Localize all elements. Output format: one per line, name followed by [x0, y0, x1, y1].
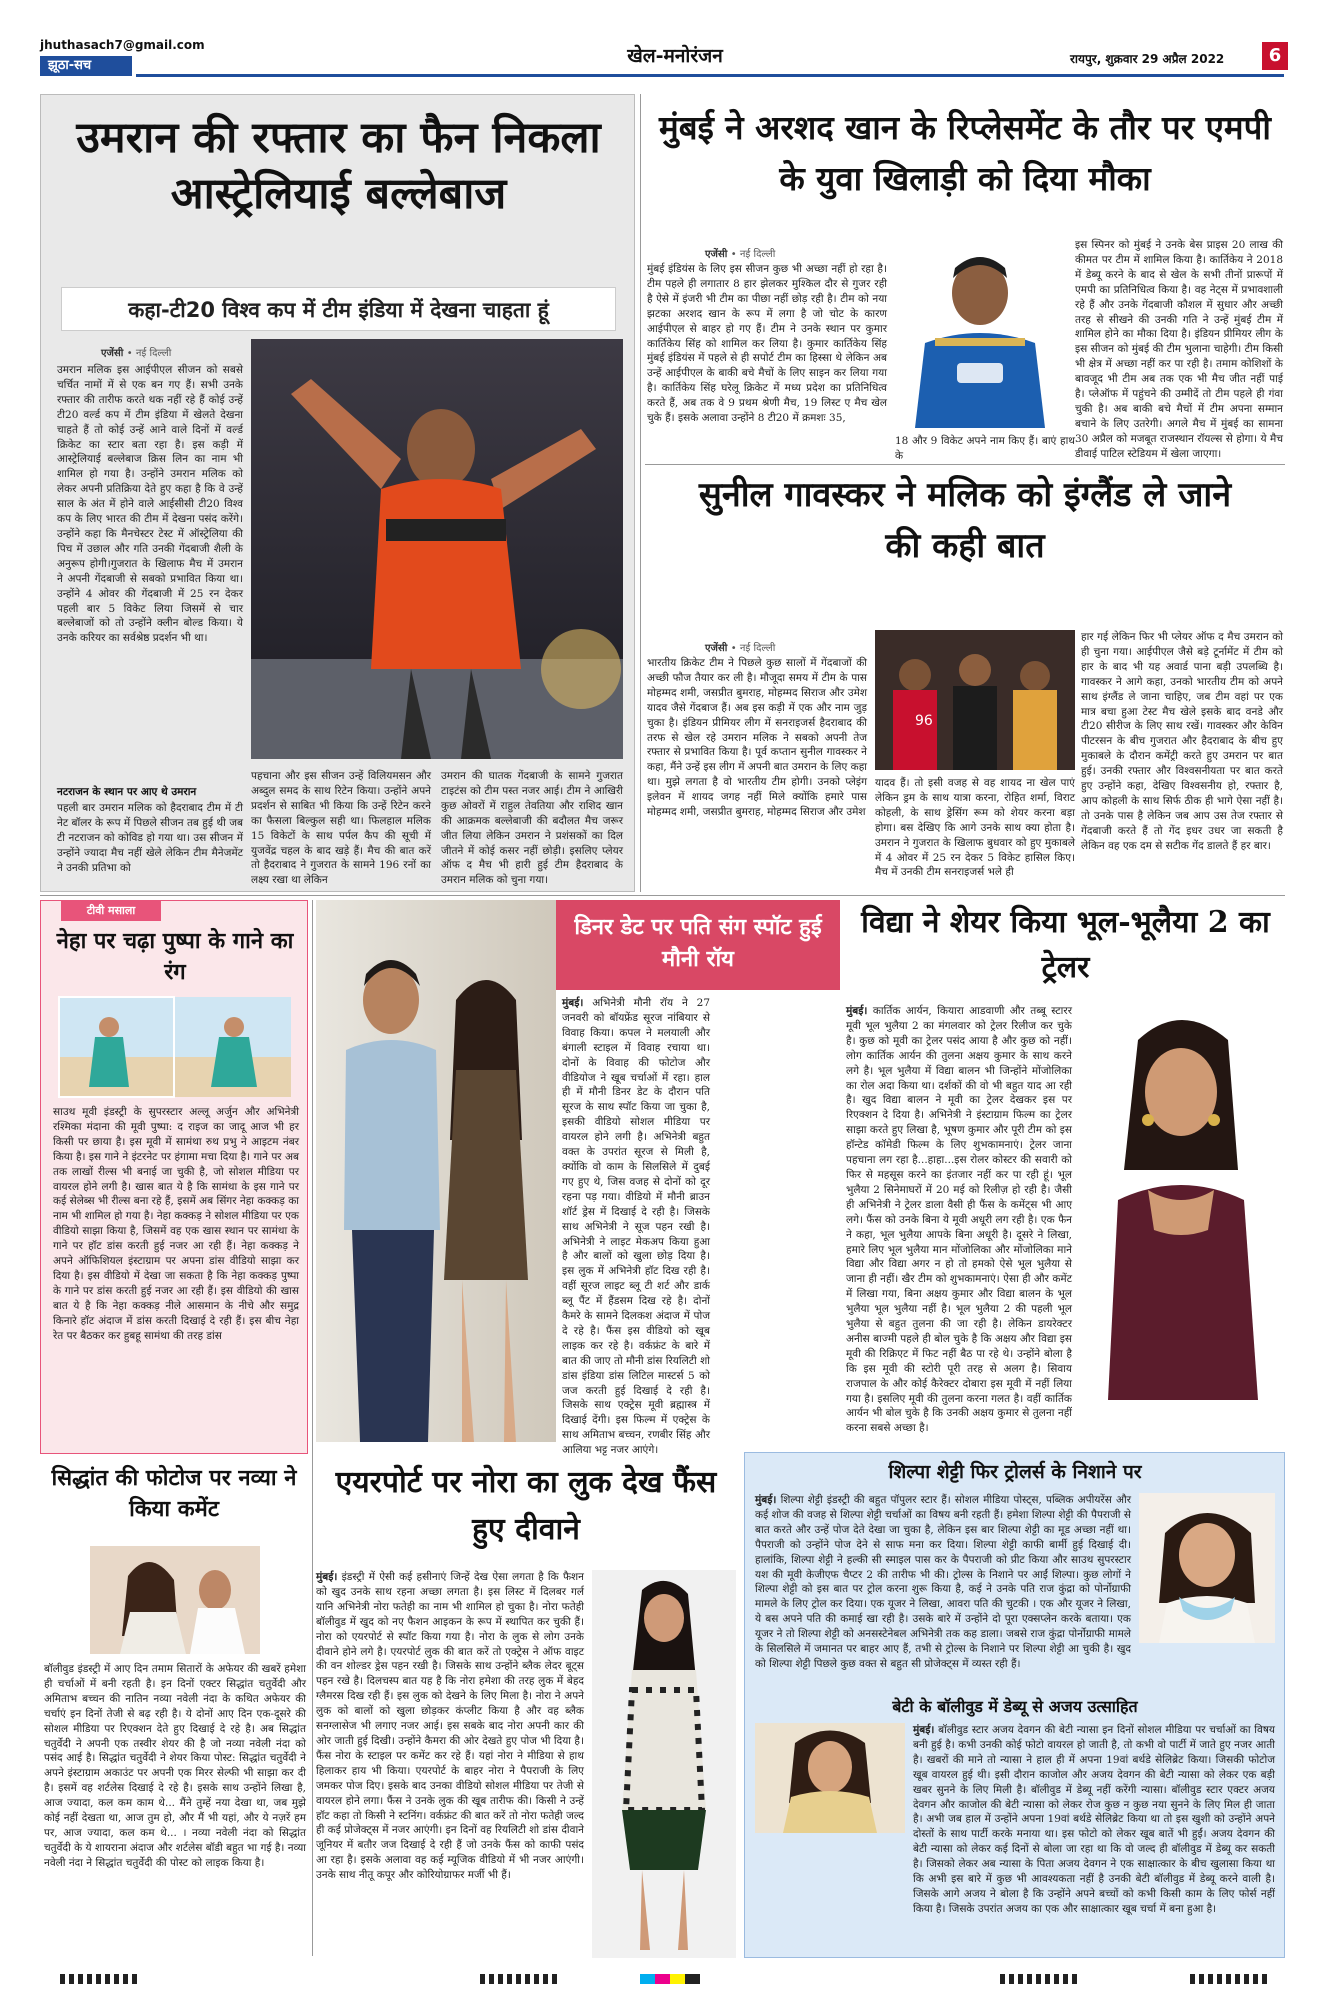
nora-lead: मुंबई।: [316, 1571, 338, 1583]
mouni-text: अभिनेत्री मौनी रॉय ने 27 जनवरी को बॉयफ्रेंड सूरज नांबियार से विवाह किया। कपल ने मलयाली और बंगाली स्टाइल में विवाह रचाया था। दोनों के विवाह की फोटोज और वीडियोज ने खूब चर्चाओं में रहा। हाल ही में मौनी डिनर डेट के दौरान पति सूरज के साथ स्पॉट किया जा चुका है, इसकी वीडियो सोशल मीडिया पर वायरल होने लगी है। अभिनेत्री बहुत वक्त के उपरांत सूरज से मिली है, क्योंकि वो काम के सिलसिले में दुबई गए हुए थे, जिस वजह से दोनों को दूर रहना पड़ गया। वीडियो में मौनी ब्राउन शॉर्ट ड्रेस में दिखाई दे रही है। जिसके साथ अभिनेत्री ने सूज पहन रखी है। अभिनेत्री ने लाइट मेकअप किया हुआ है और बालों को खुला छोड़ दिया है। इस लुक में अभिनेत्री हॉट दिख रही है। वहीं सूरज लाइट ब्लू टी शर्ट और डार्क ब्लू पैंट में हैंडसम दिख रहे है। दोनों कैमरे के सामने दिलकश अंदाज में पोज दे रहे है। फैंस इस वीडियो को खूब लाइक कर रहे है। वर्कफ्रंट के बारे में बात की जाए तो मौनी डांस रियलिटी शो डांस इंडिया डांस लिटिल मास्टर्स 5 को जज करती हुई दिखाई दे रही है। जिसके साथ एक्ट्रेस मूवी ब्रह्मास्त्र में दिखाई देंगी। इस फिल्म में एक्ट्रेस के साथ अमिताभ बच्चन, रणबीर सिंह और आलिया भट्ट नजर आएंगे।: [562, 997, 710, 1457]
neha-photo: [59, 997, 291, 1097]
mouni-photo: [316, 900, 556, 1442]
navya-body: बॉलीवुड इंडस्ट्री में आए दिन तमाम सितारों के अफेयर की खबरें हमेशा ही चर्चाओं में बनी रहती है। इन दिनों एक्टर सिद्धांत चतुर्वेदी और अमिताभ बच्चन की नातिन नव्या नवेली नंदा के कथित अफेयर की चर्चाएं इन दिनों तेजी से बढ़ रही है। ये दोनों आए दिन एक-दूसरे की सोशल मीडिया पर रिएक्शन देते हुए दिखाई दे रहे है। अब सिद्धांत चतुर्वेदी ने अपनी एक तस्वीर शेयर की है जो नव्या नवेली नंदा को पसंद आई है। सिद्धांत चतुर्वेदी ने शेयर किया पोस्ट: सिद्धांत चतुर्वेदी ने अपने इंस्टाग्राम अकाउंट पर अपनी एक मिरर सेल्फी भी साझा कर दी है। इसमें वह शर्टलेस दिखाई दे रहे है। इसके साथ उन्होंने लिखा है, आज ज्यादा, कल कम काम थे... मैंने तुम्हें नया देखा था, जब मुझे कोई नहीं देखता था, आज तुम हो, और मैं भी यहां, और ये नज़रें हम पर, आज ज्यादा, कल कम थे... । नव्या नवेली नंदा को सिद्धांत चतुर्वेदी के ये शायराना अंदाज और शर्टलेस बॉडी बहुत भा गई है। नव्या नवेली नंदा ने सिद्धांत चतुर्वेदी की पोस्ट को लाइक किया है।: [44, 1663, 306, 1869]
byline-agency: एजेंसी: [101, 348, 124, 359]
registration-mark: [60, 1974, 140, 1984]
nora-photo: [592, 1570, 736, 1958]
gavaskar-article: [645, 470, 1285, 892]
umran-photo: [251, 339, 623, 759]
registration-mark: [1000, 1974, 1080, 1984]
mouni-headline: डिनर डेट पर पति संग स्पॉट हुई मौनी रॉय: [574, 915, 822, 972]
vidya-lead: मुंबई।: [846, 1005, 868, 1017]
tv-tag: [61, 901, 161, 921]
arshad-byline: एजेंसी • नई दिल्ली: [705, 249, 776, 260]
gavaskar-col2: यादव हैं। तो इसी वजह से वह शायद ना खेल पाएं लेकिन ड्रम के साथ यात्रा करना, रोहित शर्मा, विराट कोहली, के साथ ड्रेसिंग रूम को शेयर करना बड़ा होगा। बस देखिए कि आगे उनके साथ क्या होता है। उमरान ने गुजरात के खिलाफ बुधवार को हुए मुकाबले में 4 ओवर में 25 रन देकर 5 विकेट हासिल किए। मैच में उनकी टीम सनराइजर्स भले ही: [875, 777, 1075, 879]
gavaskar-photo: [875, 630, 1075, 770]
registration-mark: [640, 1974, 700, 1984]
contact-email: jhuthasach7@gmail.com: [40, 38, 205, 52]
ajay-body-a: [913, 1723, 1275, 1913]
mouni-article: [556, 900, 840, 1457]
shilpa-lead: मुंबई।: [755, 1494, 777, 1506]
vidya-article: [846, 900, 1285, 1460]
navya-headline: सिद्धांत की फोटोज पर नव्या ने किया कमेंट: [51, 1466, 297, 1522]
ajay-text: बॉलीवुड स्टार अजय देवगन की बेटी न्यासा इन दिनों सोशल मीडिया पर चर्चाओं का विषय बनी हुई है। कभी उनकी कोई फोटो वायरल हो जाती है, तो कभी वो पार्टी में जाते हुए नजर आती है। खबरों की माने तो न्यासा ने हाल ही में अपना 19वां बर्थडे सेलिब्रेट किया। जिसकी फोटोज खूब वायरल हुई थी। इसी दौरान काजोल और अजय देवगन की बेटी न्यासा को लेकर एक बड़ी खबर सुनने के लिए मिली है। बॉलीवुड में डेब्यू नहीं करेंगी न्यासा। बॉलीवुड स्टार एक्टर अजय देवगन और काजोल की बेटी न्यासा को लेकर रोज कुछ न कुछ नया सुनने के लिए मिल ही जाता है। अभी जब हाल में उन्होंने अपना 19वां बर्थडे सेलिब्रेट किया था तो इस खुशी को उन्होंने अपने दोस्तों के साथ पार्टी करके मनाया था। इस फोटो को लेकर खूब बातें भी हुईं। अजय देवगन की बेटी न्यासा को लेकर कई दिनों से बोला जा रहा था कि वो जल्द ही बॉलीवुड में डेब्यू कर सकती है। जिसको लेकर अब न्यासा के पिता अजय देवगन ने एक साक्षात्कार के बीच खुलासा किया था कि अभी इस बारे में कुछ भी आवश्यकता नहीं है उनकी बेटी बॉलीवुड में डेब्यू करने वाली है। जिसके आगे अजय ने बोला है कि उन्होंने अपने बच्चों को कभी किसी काम के लिए फोर्स नहीं किया है। जिसके उपरांत अजय का एक और साक्षात्कार खूब चर्चा में बना हुआ है।: [913, 1724, 1275, 1915]
umran-col3: उमरान की घातक गेंदबाजी के सामने गुजरात टाइटंस को टीम पस्त नजर आई। टीम ने आखिरी कुछ ओवरों में राहुल तेवतिया और राशिद खान की आक्रमक बल्लेबाजी की बदौलत मैच जरूर जीत लिया लेकिन उमरान ने प्रशंसकों का दिल जीतने में कोई कसर नहीं छोड़ी। इसलिए प्लेयर ऑफ द मैच भी हारी हुई टीम हैदराबाद के उमरान मलिक को चुना गया।: [441, 770, 623, 887]
vidya-headline: विद्या ने शेयर किया भूल-भूलैया 2 का ट्रेलर: [861, 905, 1270, 985]
umran-subhead: कहा-टी20 विश्व कप में टीम इंडिया में देखना चाहता हूं: [128, 298, 549, 322]
masthead: [40, 38, 1285, 90]
registration-mark: [1190, 1974, 1270, 1984]
nysa-photo: [755, 1723, 905, 1833]
umran-col2: पहचाना और इस सीजन उन्हें विलियमसन और अब्दुल समद के साथ रिटेन किया। उन्होंने अपने प्रदर्शन से साबित भी किया कि उन्हें रिटेन करने का फैसला बिल्कुल सही था। फिलहाल मलिक 15 विकेटों के साथ पर्पल कैप की सूची में युजवेंद्र चहल के बाद खड़े हैं। मैच की बात करें तो हैदराबाद ने गुजरात के सामने 196 रनों का लक्ष्य रखा था लेकिन: [251, 770, 431, 887]
navya-photo-svg: [90, 1546, 260, 1654]
paper-name-tag: [40, 56, 132, 76]
gavaskar-headline: सुनील गावस्कर ने मलिक को इंग्लैंड ले जाने की कही बात: [698, 475, 1232, 566]
umran-photo-svg: [251, 339, 623, 759]
vidya-body: [846, 1004, 1072, 1454]
arshad-photo: [895, 238, 1065, 428]
divider: [640, 94, 641, 892]
page-number: 6: [1262, 42, 1288, 70]
nora-body: [316, 1570, 584, 1958]
shilpa-headline: शिल्पा शेट्टी फिर ट्रोलर्स के निशाने पर: [888, 1461, 1142, 1483]
shilpa-text: शिल्पा शेट्टी इंडस्ट्री की बहुत पॉपुलर स्टार हैं। सोशल मीडिया पोस्ट्स, पब्लिक अपीयरेंस और कई शोज की वजह से शिल्पा शेट्टी चर्चाओं का विषय बनी रहती हैं। हमेशा शिल्पा शेट्टी की पैपराजी से बात करते और उन्हें पोज देते देखा जा चुका है, लेकिन इस बार शिल्पा शेट्टी का मूड अच्छा नहीं था। पैपराजी को उन्होंने पोज देने से साफ मना कर दिया। शिल्पा शेट्टी काफी बार्मी हुई दिखाई दी। हालांकि, शिल्पा शेट्टी ने हल्की सी स्माइल पास कर के पैपराजी को प्रीट किया और साउथ सुपरस्टार यश की मूवी केजीएफ चैप्टर 2 की तारीफ भी की। ट्रोल्स के निशाने पर आईं शिल्पा। कुछ लोगों ने शिल्पा शेट्टी को इस बात पर ट्रोल करना शुरू किया है, कई ने उनके पति राज कुंद्रा को पोर्नोग्राफी मामले के लिए ट्रोल कर दिया। एक यूजर ने लिखा, आवरा पति की चुटकी । एक और यूजर ने लिखा, ये बस अपने पति की कमाई खा रही है। उसके बारे में उन्होंने दो पूरा एक्सप्लेन करके बताया। एक यूजर ने तो शिल्पा शेट्टी को अनसस्टेनेबल अभिनेत्री तक कह डाला। जबसे राज कुंद्रा पोर्नोग्राफी मामले के सिलसिले में जमानत पर बाहर आए हैं, तभी से ट्रोल्स के निशाने पर शिल्पा शेट्टी आ चुकी है। खुद को शिल्पा शेट्टी पिछले कुछ वक्त से बहुत सी प्रोजेक्ट्स में व्यस्त रही हैं।: [755, 1494, 1131, 1670]
divider: [645, 464, 1285, 465]
arshad-col1-tail: 18 और 9 विकेट अपने नाम किए हैं। बाएं हाथ के: [895, 435, 1075, 462]
divider: [312, 900, 313, 1956]
shilpa-body: [755, 1493, 1131, 1689]
divider: [40, 895, 1285, 896]
umran-byline: एजेंसी • नई दिल्ली: [101, 348, 172, 359]
nora-text: इंडस्ट्री में ऐसी कई हसीनाएं जिन्हें देख ऐसा लगता है कि फैशन को खुद उनके साथ रहना अच्छा लगता है। इस लिस्ट में दिलबर गर्ल यानि अभिनेत्री नोरा फतेही का नाम भी शामिल हो चुका है। नोरा फतेही बॉलीवुड में खुद को नए फैशन आइकन के रूप में स्थापित कर चुकी हैं। नोरा को एयरपोर्ट से स्पॉट किया गया है। नोरा के लुक से लोग उनके दीवाने होने लगे है। एयरपोर्ट लुक की बात करें तो एक्ट्रेस ने ऑफ वाइट की वन शोल्डर ड्रेस पहन रखी है। जिसके साथ उन्होंने ब्लैक लेदर बूट्स पहन रखे है। दिलचस्प बात यह है कि नोरा हमेशा की तरह लुक में बेहद ग्लैमरस दिख रही हैं। इस लुक को देखने के लिए मिला है। नोरा ने अपने लुक को बालों को खुला छोड़कर कंप्लीट किया है और वह ब्लैक सनग्लासेज भी लगाए नजर आई। इस सबके बाद नोरा अपनी कार की ओर जाती हुई दिखी। उन्होंने कैमरा की ओर देखते हुए पोज भी दिया है। फैंस नोरा के स्टाइल पर कमेंट कर रहे हैं। यहां नोरा ने मीडिया से हाथ हिलाकर हाय भी किया। एयरपोर्ट के बाहर नोरा ने पैपराजी के लिए जमकर पोज दिए। इसके बाद उनका वीडियो सोशल मीडिया पर तेजी से वायरल होने लगा। फैंस ने उनके लुक की खूब तारीफ की। किसी ने उन्हें हॉट कहा तो किसी ने स्टनिंग। वर्कफ्रंट की बात करें तो नोरा फतेही जल्द ही कई प्रोजेक्ट्स में नजर आएंगी। इन दिनों वह रियलिटी शो डांस दीवाने जूनियर में बतौर जज दिखाई दे रही हैं जो उनके फैंस को काफी पसंद आ रहा है। इसके अलावा वह कई म्यूजिक वीडियो में भी नजर आएंगी। उनके साथ नीतू कपूर और कोरियोग्राफर मर्जी भी हैं।: [316, 1571, 585, 1882]
neha-photo-svg: [59, 997, 291, 1097]
gavaskar-col3: हार गई लेकिन फिर भी प्लेयर ऑफ द मैच उमरान को ही चुना गया। आईपीएल जैसे बड़े टूर्नामेंट में टीम को हार के बाद भी यह अवार्ड पाना बड़ी उपलब्धि है। गावस्कर ने आगे कहा, उनको भारतीय टीम को अपने साथ इंग्लैंड ले जाना चाहिए, जब टीम वहां पर एक मात्र बचा हुआ टेस्ट मैच खेले इसके बाद वनडे और टी20 सीरीज के लिए साथ रखें। गावस्कर और केविन पीटरसन के बीच गुजरात और हैदराबाद के बीच हुए मुकाबले के दौरान कमेंट्री करते हुए उमरान पर बात हुई। उनकी रफ्तार और विश्वसनीयता पर बात करते हुए उन्होंने कहा, देखिए विश्वसनीय हो, रफ्तार है, आप कोहली के साथ सिर्फ ठीक ही भागे ऐसा नहीं है। तो उनके पास है लेकिन जब आप उस तेज रफ्तार से गेंदबाजी करते हैं तो गेंद इधर उधर जा सकती है लेकिन वह एक दम से सटीक गेंद डालते हैं हर बार।: [1081, 631, 1283, 852]
arshad-col1: मुंबई इंडियंस के लिए इस सीजन कुछ भी अच्छा नहीं हो रहा है। टीम पहले ही लगातार 8 हार झेलकर मुश्किल दौर से गुजर रही है ऐसे में इंजरी भी टीम का पीछा नहीं छोड़ रही है। टीम को नया झटका अरशद खान के रूप में लगा है जो चोट के कारण आईपीएल से बाहर हो गए हैं। टीम ने उनके स्थान पर कुमार कार्तिकेय सिंह को शामिल कर लिया है। कुमार कार्तिकेय सिंह मुंबई इंडियंस में पहले से ही सपोर्ट टीम का हिस्सा थे लेकिन अब उन्हें आईपीएल के बाकी बचे मैचों के लिए साइन कर लिया गया है। कार्तिकेय सिंह घरेलू क्रिकेट में मध्य प्रदेश का प्रतिनिधित्व करते हैं, अब तक वे 9 प्रथम श्रेणी मैच, 19 लिस्ट ए मैच खेल चुके हैं। इसके अलावा उन्होंने 8 टी20 में क्रमशः 35,: [647, 263, 887, 425]
dateline: रायपुर, शुक्रवार 29 अप्रैल 2022: [1070, 52, 1225, 66]
tv-tag-label: टीवी मसाला: [86, 904, 136, 917]
nysa-photo-svg: [755, 1723, 905, 1833]
umran-col1-b: पहली बार उमरान मलिक को हैदराबाद टीम में टी नेट बॉलर के रूप में पिछले सीजन तब हुई थी जब टी नटराजन को कोविड हो गया था। उस सीजन में उन्होंने ज्यादा मैच नहीं खेले लेकिन टीम मैनेजमेंट ने उनकी प्रतिभा को: [57, 802, 243, 874]
ajay-headline: बेटी के बॉलीवुड में डेब्यू से अजय उत्साहित: [892, 1697, 1138, 1716]
section-title: खेल-मनोरंजन: [627, 45, 723, 67]
registration-mark: [480, 1974, 560, 1984]
umran-article: [40, 94, 635, 892]
gavaskar-byline: एजेंसी • नई दिल्ली: [705, 643, 776, 654]
gavaskar-col1: भारतीय क्रिकेट टीम ने पिछले कुछ सालों में गेंदबाजों की अच्छी फौज तैयार कर ली है। मौजूदा समय में टीम के पास मोहम्मद शमी, जसप्रीत बुमराह, मोहम्मद सिराज और उमेश यादव जैसे गेंदबाज हैं। अब इस कड़ी में एक और नाम जुड़ चुका है। इंडियन प्रीमियर लीग में सनराइजर्स हैदराबाद की तरफ से खेल रहे उमरान मलिक ने सबको अपनी तेज रफ्तार से प्रभावित किया है। पूर्व कप्तान सुनील गावस्कर ने कहा, मैंने उन्हें इस लीग में अपनी बात उमरान के लिए कहा था। मुझे लगता है वो भारतीय टीम होगी। उनको प्लेइंग इलेवन में शायद जगह नहीं मिले क्योंकि हमारे पास मोहम्मद शमी, जसप्रीत बुमराह, मोहम्मद सिराज और उमेश: [647, 657, 867, 819]
nora-article: [316, 1460, 736, 1960]
umran-headline: उमरान की रफ्तार का फैन निकला आस्ट्रेलियाई बल्लेबाज: [76, 113, 601, 219]
mouni-photo-svg: [316, 900, 556, 1442]
masthead-rule: [136, 74, 1284, 77]
tv-body: साउथ मूवी इंडस्ट्री के सुपरस्टार अल्लू अर्जुन और अभिनेत्री रश्मिका मंदाना की मूवी पुष्पा: द राइज का जादू आज भी हर किसी पर छाया है। इस मूवी में सामंथा रुथ प्रभु ने आइटम नंबर किया है। इस गाने ने इंटरनेट पर हंगामा मचा दिया है। गाने पर अब तक लाखों रील्स भी बनाई जा चुकी है, जो सोशल मीडिया पर वायरल होने लगी है। खास बात ये है कि सामंथा के इस गाने पर कई सेलेब्स भी रील्स बना रहे हैं, इसमें अब सिंगर नेहा कक्कड़ का नाम भी शामिल हो गया है। नेहा कक्कड़ ने सोशल मीडिया पर एक वीडियो साझा किया है, जिसमें वह एक खास स्थान पर सामंथा के गाने पर हॉट डांस करती हुई नजर आ रही हैं। नेहा कक्कड़ ने अपने ऑफिशियल इंस्टाग्राम पर अपना डांस वीडियो साझा कर दिया है। इस वीडियो में देखा जा सकता है कि नेहा कक्कड़ पुष्पा के गाने पर डांस करती हुई नजर आ रही हैं। इस वीडियो की खास बात ये है कि नेहा कक्कड़ नीले आसमान के नीचे और समुद्र किनारे हॉट अंदाज में डांस करती दिखाई दे रही हैं। इस बीच नेहा रेत पर बैठकर कर हुबहू सामंथा की तरह डांस: [53, 1106, 299, 1342]
umran-col1-subhead: नटराजन के स्थान पर आए थे उमरान: [57, 786, 197, 798]
arshad-article: [645, 94, 1285, 462]
navya-article: [40, 1460, 308, 1960]
vidya-text: कार्तिक आर्यन, कियारा आडवाणी और तब्बू स्टारर मूवी भूल भुलैया 2 का मंगलवार को ट्रेलर रिलीज कर चुके है। कुछ को मूवी का ट्रेलर पसंद आया है और कुछ को नहीं। लोग कार्तिक आर्यन की तुलना अक्षय कुमार के साथ करने लगे है। भूल भुलैया में विद्या बालन भी जिन्होंने मोंजोलिका का रोल अदा किया था। दर्शकों की वो भी बहुत याद आ रही है। खुद विद्या बालन ने मूवी का ट्रेलर देखकर इस पर रिएक्शन दे दिया है। अभिनेत्री ने इंस्टाग्राम फिल्म का ट्रेलर साझा करते हुए लिखा है, भूषण कुमार और पूरी टीम को इस हॉन्टेड कॉमेडी फिल्म के लिए शुभकामनाएं। ट्रेलर जाना पहचाना लग रहा है...हाहा...इस रोलर कोस्टर की सवारी को फिर से महसूस करने का इंतजार नहीं कर पा रही हूं। भूल भुलैया 2 सिनेमाघरों में 20 मई को रिलीज़ हो रही है। जैसी ही अभिनेत्री ने ट्रेलर डाला वैसी ही फैंस के कमेंट्स भी आए लगे। फैंस को उनके बिना ये मूवी अधूरी लग रही है। एक फैन ने कहा, भूल भुलैया आपके बिना अधूरी है। दूसरे ने लिखा, हमारे लिए भूल भुलैया मान मोंजोलिका और मोंजोलिका माने विद्या और विद्या अगर न हो तो हमको ऐसे भूल भुलैया से जाना ही नहीं। खैर टीम को शुभकामनाएं। ऐसा ही और कमेंट में लिखा गया, बिना अक्षय कुमार और विद्या बालन के भूल भुलैया भूल भुलैया नहीं है। भूल भुलैया 2 की पहली भूल भुलैया से बहुत तुलना की जा रही है। लेकिन डायरेक्टर अनीस बाज्मी पहले ही बोल चुके है कि अक्षय और विद्या इस मूवी की रिक्रिएट में फिट नहीं बैठ पा रहे थे। उन्होंने बोला है कि इस मूवी की स्टोरी पूरी तरह से अलग है। सिवाय राजपाल के और कोई कैरेक्टर दोबारा इस मूवी में नहीं लिया गया है। इसलिए मूवी की तुलना करना गलत है। वहीं कार्तिक आर्यन भी बोल चुके है कि उनकी अक्षय कुमार से तुलना नहीं करना सबसे अच्छा है।: [846, 1005, 1072, 1435]
ajay-lead: मुंबई।: [913, 1724, 935, 1736]
shilpa-article: [744, 1452, 1285, 1958]
paper-name: झूठा-सच: [48, 58, 92, 73]
mouni-lead: मुंबई।: [562, 997, 584, 1009]
footer-marks: [40, 1970, 1285, 1990]
arshad-photo-svg: [895, 238, 1065, 428]
byline-place: नई दिल्ली: [739, 643, 776, 654]
byline-place: नई दिल्ली: [135, 348, 172, 359]
vidya-photo: [1078, 1000, 1284, 1400]
nora-headline: एयरपोर्ट पर नोरा का लुक देख फैंस हुए दीवाने: [335, 1465, 717, 1547]
umran-col1: उमरान मलिक इस आईपीएल सीजन को सबसे चर्चित नामों में से एक बन गए हैं। सभी उनके रफ्तार की तारीफ करते थक नहीं रहे हैं कोई उन्हें टी20 वर्ल्ड कप में टीम इंडिया में खेलते देखना चाहते हैं तो कोई उन्हें आने वाले दिनों में वर्ल्ड क्रिकेट का स्टार बता रहा है। इस कड़ी में आस्ट्रेलियाई बल्लेबाज क्रिस लिन का नाम भी शामिल हो गया है। उन्होंने उमरान मलिक को लेकर अपनी प्रतिक्रिया देते हुए कहा है कि वे उन्हें साल के अंत में होने वाले आईसीसी टी20 विश्व कप के लिए भारत की टीम में देखना पसंद करेंगे। उन्होंने कहा कि मैनचेस्टर टेस्ट में ऑस्ट्रेलिया की पिच में उछाल और गति उनकी गेंदबाजी शैली के अनुरूप होगी।गुजरात के खिलाफ मैच में उमरान ने अपनी गेंदबाजी से सबको प्रभावित किया था। उन्होंने 4 ओवर की गेंदबाजी में 25 रन देकर पहली बार 5 विकेट लिया जिसमें से चार बल्लेबाजों को तो उन्होंने क्लीन बोल्ड किया। ये उनके करियर का सर्वश्रेष्ठ प्रदर्शन भी था।: [57, 364, 243, 645]
mouni-body: [562, 996, 710, 1457]
shilpa-photo-svg: [1139, 1493, 1275, 1643]
tv-masala-box: [40, 900, 308, 1454]
byline-place: नई दिल्ली: [739, 249, 776, 260]
shilpa-photo: [1139, 1493, 1275, 1643]
arshad-headline: मुंबई ने अरशद खान के रिप्लेसमेंट के तौर पर एमपी के युवा खिलाड़ी को दिया मौका: [659, 108, 1271, 199]
arshad-col2: इस स्पिनर को मुंबई ने उनके बेस प्राइस 20 लाख की कीमत पर टीम में शामिल किया है। कार्तिकेय ने 2018 में डेब्यू करने के बाद से खेल के सभी तीनों प्रारूपों में एमपी का प्रतिनिधित्व किया है। वह नेट्स में प्रभावशाली रहे हैं और उनके गेंदबाजी कौशल में सुधार और अच्छी तरह से सीखने की उनकी गति ने उन्हें मुंबई टीम में शामिल होने का मौका दिया है। इंडियन प्रीमियर लीग के इस सीजन को मुंबई की टीम भुलाना चाहेगी। टीम किसी भी क्षेत्र में अच्छा नहीं कर पा रही है। तमाम कोशिशों के बावजूद भी टीम अब तक एक भी मैच जीत नहीं पाई है। प्लेऑफ में पहुंचने की उम्मीदें तो टीम पहले ही गंवा चुकी है। अब बाकी बचे मैचों में टीम अपना सम्मान बचाने के लिए उतरेगी। अगले मैच में मुंबई का सामना 30 अप्रैल को मजबूत राजस्थान रॉयल्स से होगा। ये मैच डीवाई पाटिल स्टेडियम में खेला जाएगा।: [1075, 239, 1283, 460]
vidya-photo-svg: [1078, 1000, 1284, 1400]
byline-agency: एजेंसी: [705, 643, 728, 654]
tv-headline: नेहा पर चढ़ा पुष्पा के गाने का रंग: [56, 929, 294, 985]
mouni-headline-box: [556, 900, 840, 990]
byline-agency: एजेंसी: [705, 249, 728, 260]
nora-photo-svg: [592, 1570, 736, 1958]
navya-photo: [90, 1546, 260, 1654]
umran-subhead-box: [61, 287, 616, 331]
svg-text:96: 96: [915, 713, 933, 729]
gavaskar-photo-svg: [875, 630, 1075, 770]
